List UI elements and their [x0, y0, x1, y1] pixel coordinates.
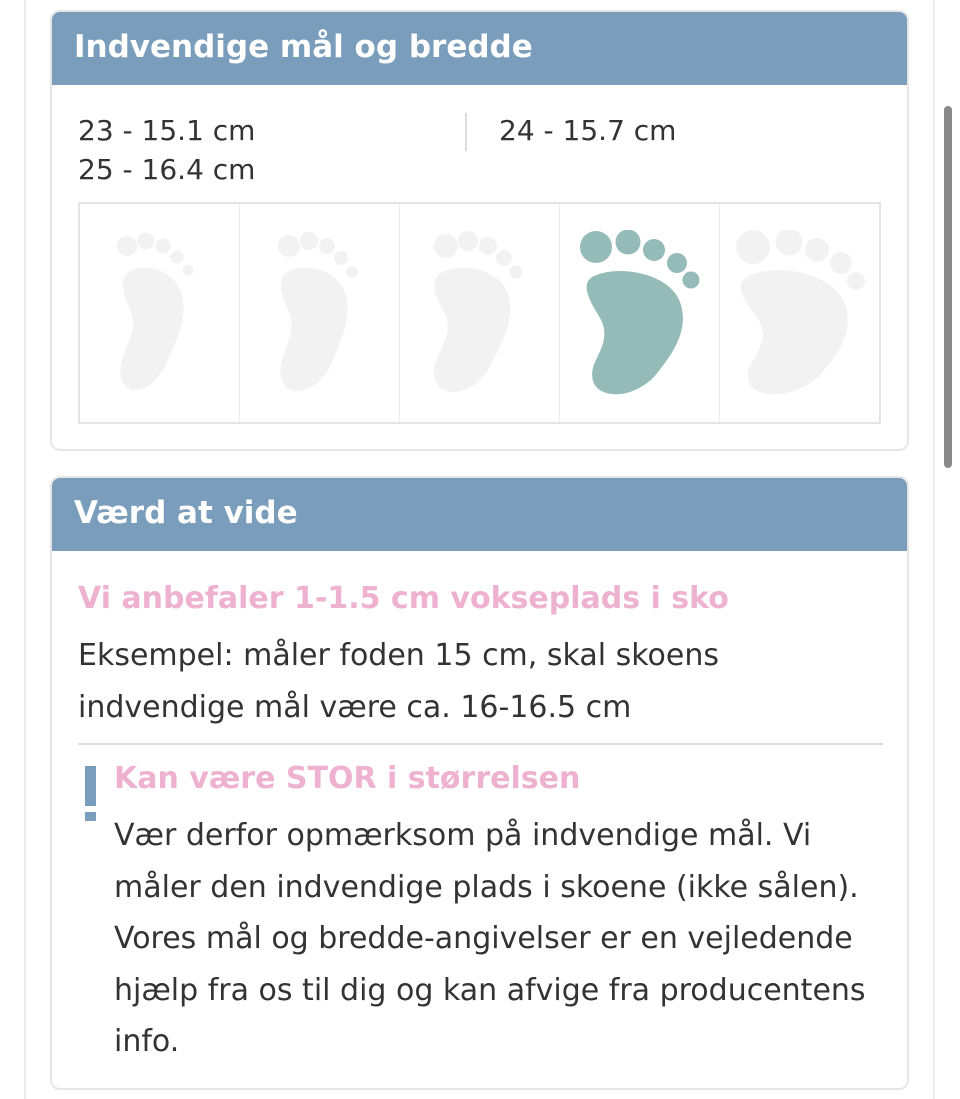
- size-item: 25 - 16.4 cm: [78, 153, 256, 186]
- recommendation-heading: Vi anbefaler 1-1.5 cm vokseplads i sko: [78, 581, 729, 616]
- warning-heading: Kan være STOR i størrelsen: [114, 761, 581, 796]
- width-level-3: [400, 204, 560, 422]
- width-level-2: [240, 204, 400, 422]
- divider: [78, 743, 883, 745]
- footprint-icon: [115, 230, 205, 400]
- width-level-4-selected: [560, 204, 720, 422]
- warning-text: Vær derfor opmærksom på indvendige mål. Vi måler den indvendige plads i skoene (ikke sålen). Vores mål og bredde-angivelser er en vejledende hjælp fra os til dig og kan afvige fra producentens info.: [114, 818, 866, 1059]
- width-level-5: [720, 204, 879, 422]
- exclamation-icon: [82, 766, 98, 824]
- good-to-know-card: [50, 476, 909, 1090]
- footprint-icon: [578, 230, 702, 400]
- footprint-icon: [430, 230, 530, 400]
- page-frame-left: [24, 0, 26, 1099]
- footprint-icon: [275, 230, 365, 400]
- inner-measurements-card: [50, 10, 909, 451]
- page-frame-right: [933, 0, 935, 1099]
- size-item: 23 - 15.1 cm: [78, 114, 256, 147]
- width-indicator: [78, 202, 881, 424]
- footprint-icon: [735, 230, 865, 400]
- inner-measurements-title: Indvendige mål og bredde: [50, 10, 909, 85]
- example-text: Eksempel: måler foden 15 cm, skal skoens indvendige mål være ca. 16-16.5 cm: [78, 638, 719, 725]
- good-to-know-title: Værd at vide: [50, 476, 909, 551]
- width-level-1: [80, 204, 240, 422]
- scrollbar[interactable]: [944, 106, 952, 468]
- size-list: [78, 112, 878, 192]
- size-item: 24 - 15.7 cm: [499, 114, 677, 147]
- size-divider: [465, 113, 467, 151]
